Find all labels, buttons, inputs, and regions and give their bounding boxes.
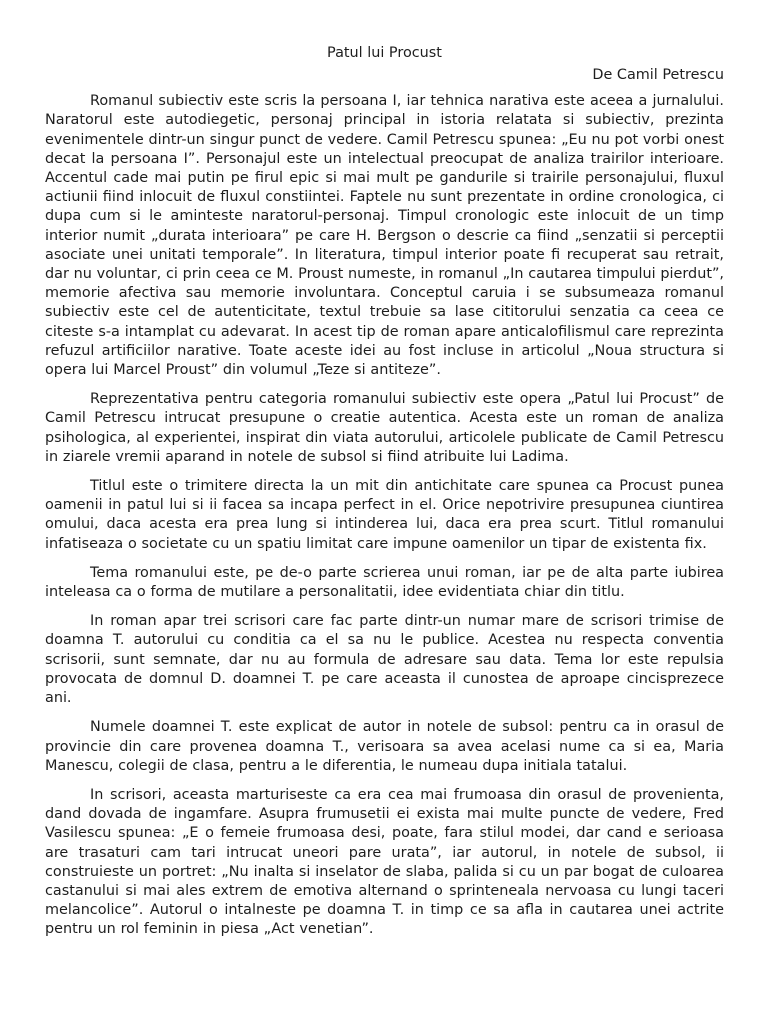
paragraph: Reprezentativa pentru categoria romanului subiectiv este opera „Patul lui Procust” de Camil Petrescu intrucat presupune o creatie autentica. Acesta este un roman de analiza psihologica, al experientei, inspirat din viata autorului, articolele publicate de Camil Petrescu in ziarele vremii aparand in notele de subsol si fiind atribuite lui Ladima. (45, 391, 724, 465)
document-title: Patul lui Procust (327, 45, 442, 61)
paragraph: Numele doamnei T. este explicat de autor in notele de subsol: pentru ca in orasul de provincie din care provenea doamna T., verisoara sa avea acelasi nume ca si ea, Maria Manescu, colegii de clasa, pentru a le diferentia, le numeau dupa initiala tatalui. (45, 719, 724, 774)
paragraph: In scrisori, aceasta marturiseste ca era cea mai frumoasa din orasul de provenienta, dand dovada de ingamfare. Asupra frumusetii ei exista mai multe puncte de vedere, Fred Vasilescu spunea: „E o femeie frumoasa desi, poate, fara stilul modei, dar cand e serioasa are trasaturi cam tari intrucat uneori pare urata”, iar autorul, in notele de subsol, ii construieste un portret: „Nu inalta si inselator de slaba, palida si cu un par bogat de culoarea castanului si mai ales extrem de emotiva alternand o sprinteneala nervoasa cu lungi taceri melancolice”. Autorul o intalneste pe doamna T. in timp ce sa afla in cautarea unei actrite pentru un rol feminin in piesa „Act venetian”. (45, 786, 724, 938)
paragraph: Titlul este o trimitere directa la un mit din antichitate care spunea ca Procust punea oamenii in patul lui si ii facea sa incapa perfect in el. Orice nepotrivire presupunea ciuntirea omului, daca acesta era prea lung si intinderea lui, daca era prea scurt. Titlul romanului infatiseaza o societate cu un spatiu limitat care impune oamenilor un tipar de existenta fix. (45, 478, 724, 552)
paragraph: Tema romanului este, pe de-o parte scrierea unui roman, iar pe de alta parte iubirea inteleasa ca o forma de mutilare a personalitatii, idee evidentiata chiar din titlu. (45, 564, 724, 601)
document-author: De Camil Petrescu (592, 67, 724, 83)
paragraph: Romanul subiectiv este scris la persoana I, iar tehnica narativa este aceea a jurnalului. Naratorul este autodiegetic, personaj principal in istoria relatata si subiectiv, prezinta evenimentele dintr-un singur punct de vedere. Camil Petrescu spunea: „Eu nu pot vorbi onest decat la persoana I”. Personajul este un intelectual preocupat de analiza trairilor interioare. Accentul cade mai putin pe firul epic si mai mult pe gandurile si trairile personajului, fluxul actiunii fiind inlocuit de fluxul constiintei. Faptele nu sunt prezentate in ordine cronologica, ci dupa cum si le aminteste naratorul-personaj. Timpul cronologic este inlocuit de un timp interior numit „durata interioara” pe care H. Bergson o descrie ca fiind „senzatii si perceptii asociate unei unitati temporale”. In literatura, timpul interior poate fi recuperat sau retrait, dar nu voluntar, ci prin ceea ce M. Proust numeste, in romanul „In cautarea timpului pierdut”, memorie afectiva sau memorie involuntara. Conceptul caruia i se subsumeaza romanul subiectiv este cel de autenticitate, textul trebuie sa lase cititorului senzatia ca ceea ce citeste s-a intamplat cu adevarat. In acest tip de roman apare anticalofilismul care reprezinta refuzul artificiilor narative. Toate aceste idei au fost incluse in articolul „Noua structura si opera lui Marcel Proust” din volumul „Teze si antiteze”. (45, 93, 724, 379)
paragraph: In roman apar trei scrisori care fac parte dintr-un numar mare de scrisori trimise de doamna T. autorului cu conditia ca el sa nu le publice. Acestea nu respecta conventia scrisorii, sunt semnate, dar nu au formula de adresare sau data. Tema lor este repulsia provocata de domnul D. doamnei T. pe care aceasta il cunostea de aproape cincisprezece ani. (45, 613, 724, 707)
document-page (45, 44, 724, 950)
